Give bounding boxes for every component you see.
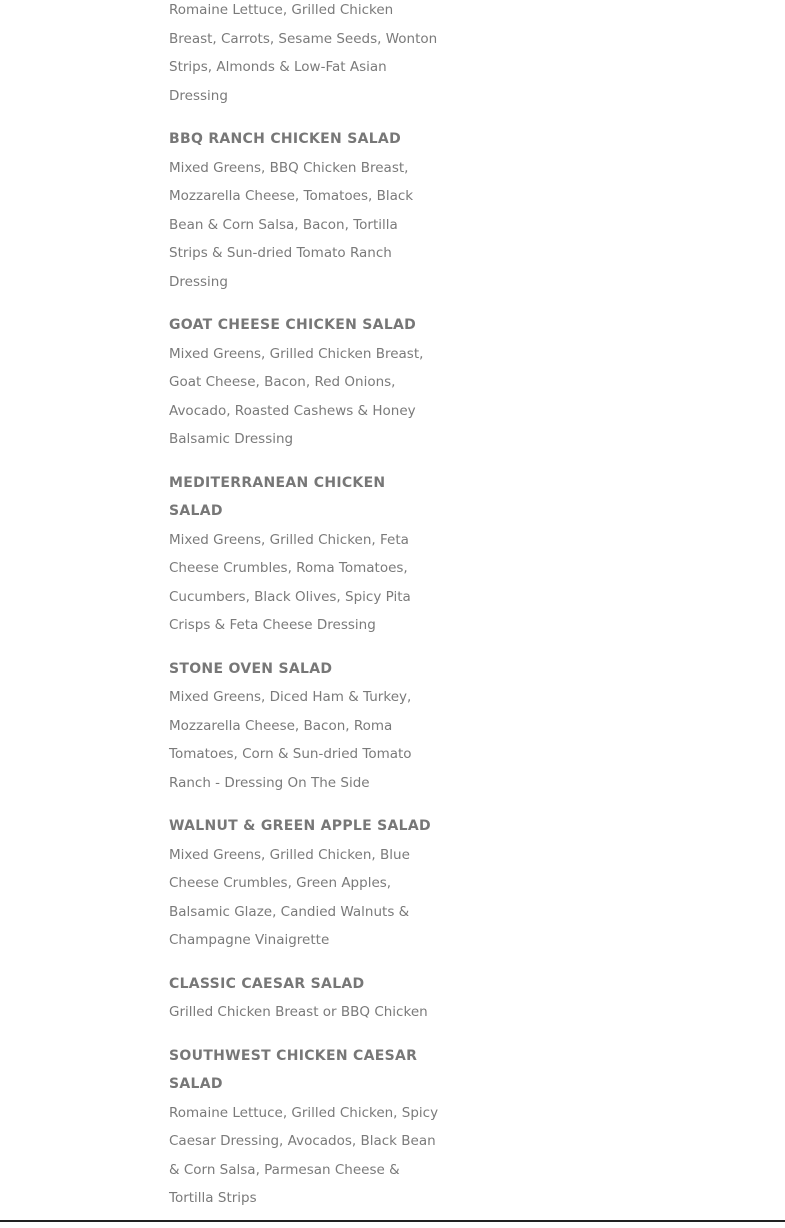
- menu-item-name: BBQ RANCH CHICKEN SALAD: [169, 131, 401, 147]
- menu-item-walnut-green-apple-salad: [169, 812, 439, 955]
- menu-item-name: STONE OVEN SALAD: [169, 660, 333, 677]
- menu-item-description: Mixed Greens, Grilled Chicken, Feta Cheese Crumbles, Roma Tomatoes, Cucumbers, Black Olives, Spicy Pita Crisps & Feta Cheese Dressing: [169, 531, 411, 633]
- menu-item-asian-salad: [169, 0, 439, 110]
- menu-item-southwest-chicken-caesar-salad: [169, 1042, 439, 1213]
- menu-item-description: Mixed Greens, Grilled Chicken, Blue Cheese Crumbles, Green Apples, Balsamic Glaze, Candied Walnuts & Champagne Vinaigrette: [169, 846, 410, 948]
- menu-item-description: Mixed Greens, BBQ Chicken Breast, Mozzarella Cheese, Tomatoes, Black Bean & Corn Salsa, Bacon, Tortilla Strips & Sun-dried Tomato Ranch Dressing: [169, 159, 414, 290]
- menu-item-name: GOAT CHEESE CHICKEN SALAD: [169, 317, 417, 333]
- salad-menu-list: [169, 0, 439, 1228]
- menu-item-description: Grilled Chicken Breast or BBQ Chicken: [169, 1004, 428, 1020]
- menu-item-description: Romaine Lettuce, Grilled Chicken, Spicy Caesar Dressing, Avocados, Black Bean & Corn Salsa, Parmesan Cheese & Tortilla Strips: [169, 1104, 439, 1206]
- menu-item-name: SOUTHWEST CHICKEN CAESAR SALAD: [169, 1047, 418, 1092]
- menu-item-description: Mixed Greens, Diced Ham & Turkey, Mozzarella Cheese, Bacon, Roma Tomatoes, Corn & Sun-dried Tomato Ranch - Dressing On The Side: [169, 689, 412, 791]
- menu-item-stone-oven-salad: [169, 655, 439, 798]
- menu-item-goat-cheese-chicken-salad: [169, 311, 439, 454]
- menu-item-name: CLASSIC CAESAR SALAD: [169, 975, 365, 992]
- menu-item-name: MEDITERRANEAN CHICKEN SALAD: [169, 474, 386, 519]
- menu-item-name: WALNUT & GREEN APPLE SALAD: [169, 818, 431, 834]
- menu-item-classic-caesar-salad: [169, 970, 439, 1027]
- menu-item-description: Romaine Lettuce, Grilled Chicken Breast, Carrots, Sesame Seeds, Wonton Strips, Almonds & Low-Fat Asian Dressing: [169, 2, 438, 104]
- menu-item-bbq-ranch-chicken-salad: [169, 125, 439, 296]
- menu-item-mediterranean-chicken-salad: [169, 469, 439, 640]
- menu-item-description: Mixed Greens, Grilled Chicken Breast, Goat Cheese, Bacon, Red Onions, Avocado, Roasted Cashews & Honey Balsamic Dressing: [169, 345, 424, 447]
